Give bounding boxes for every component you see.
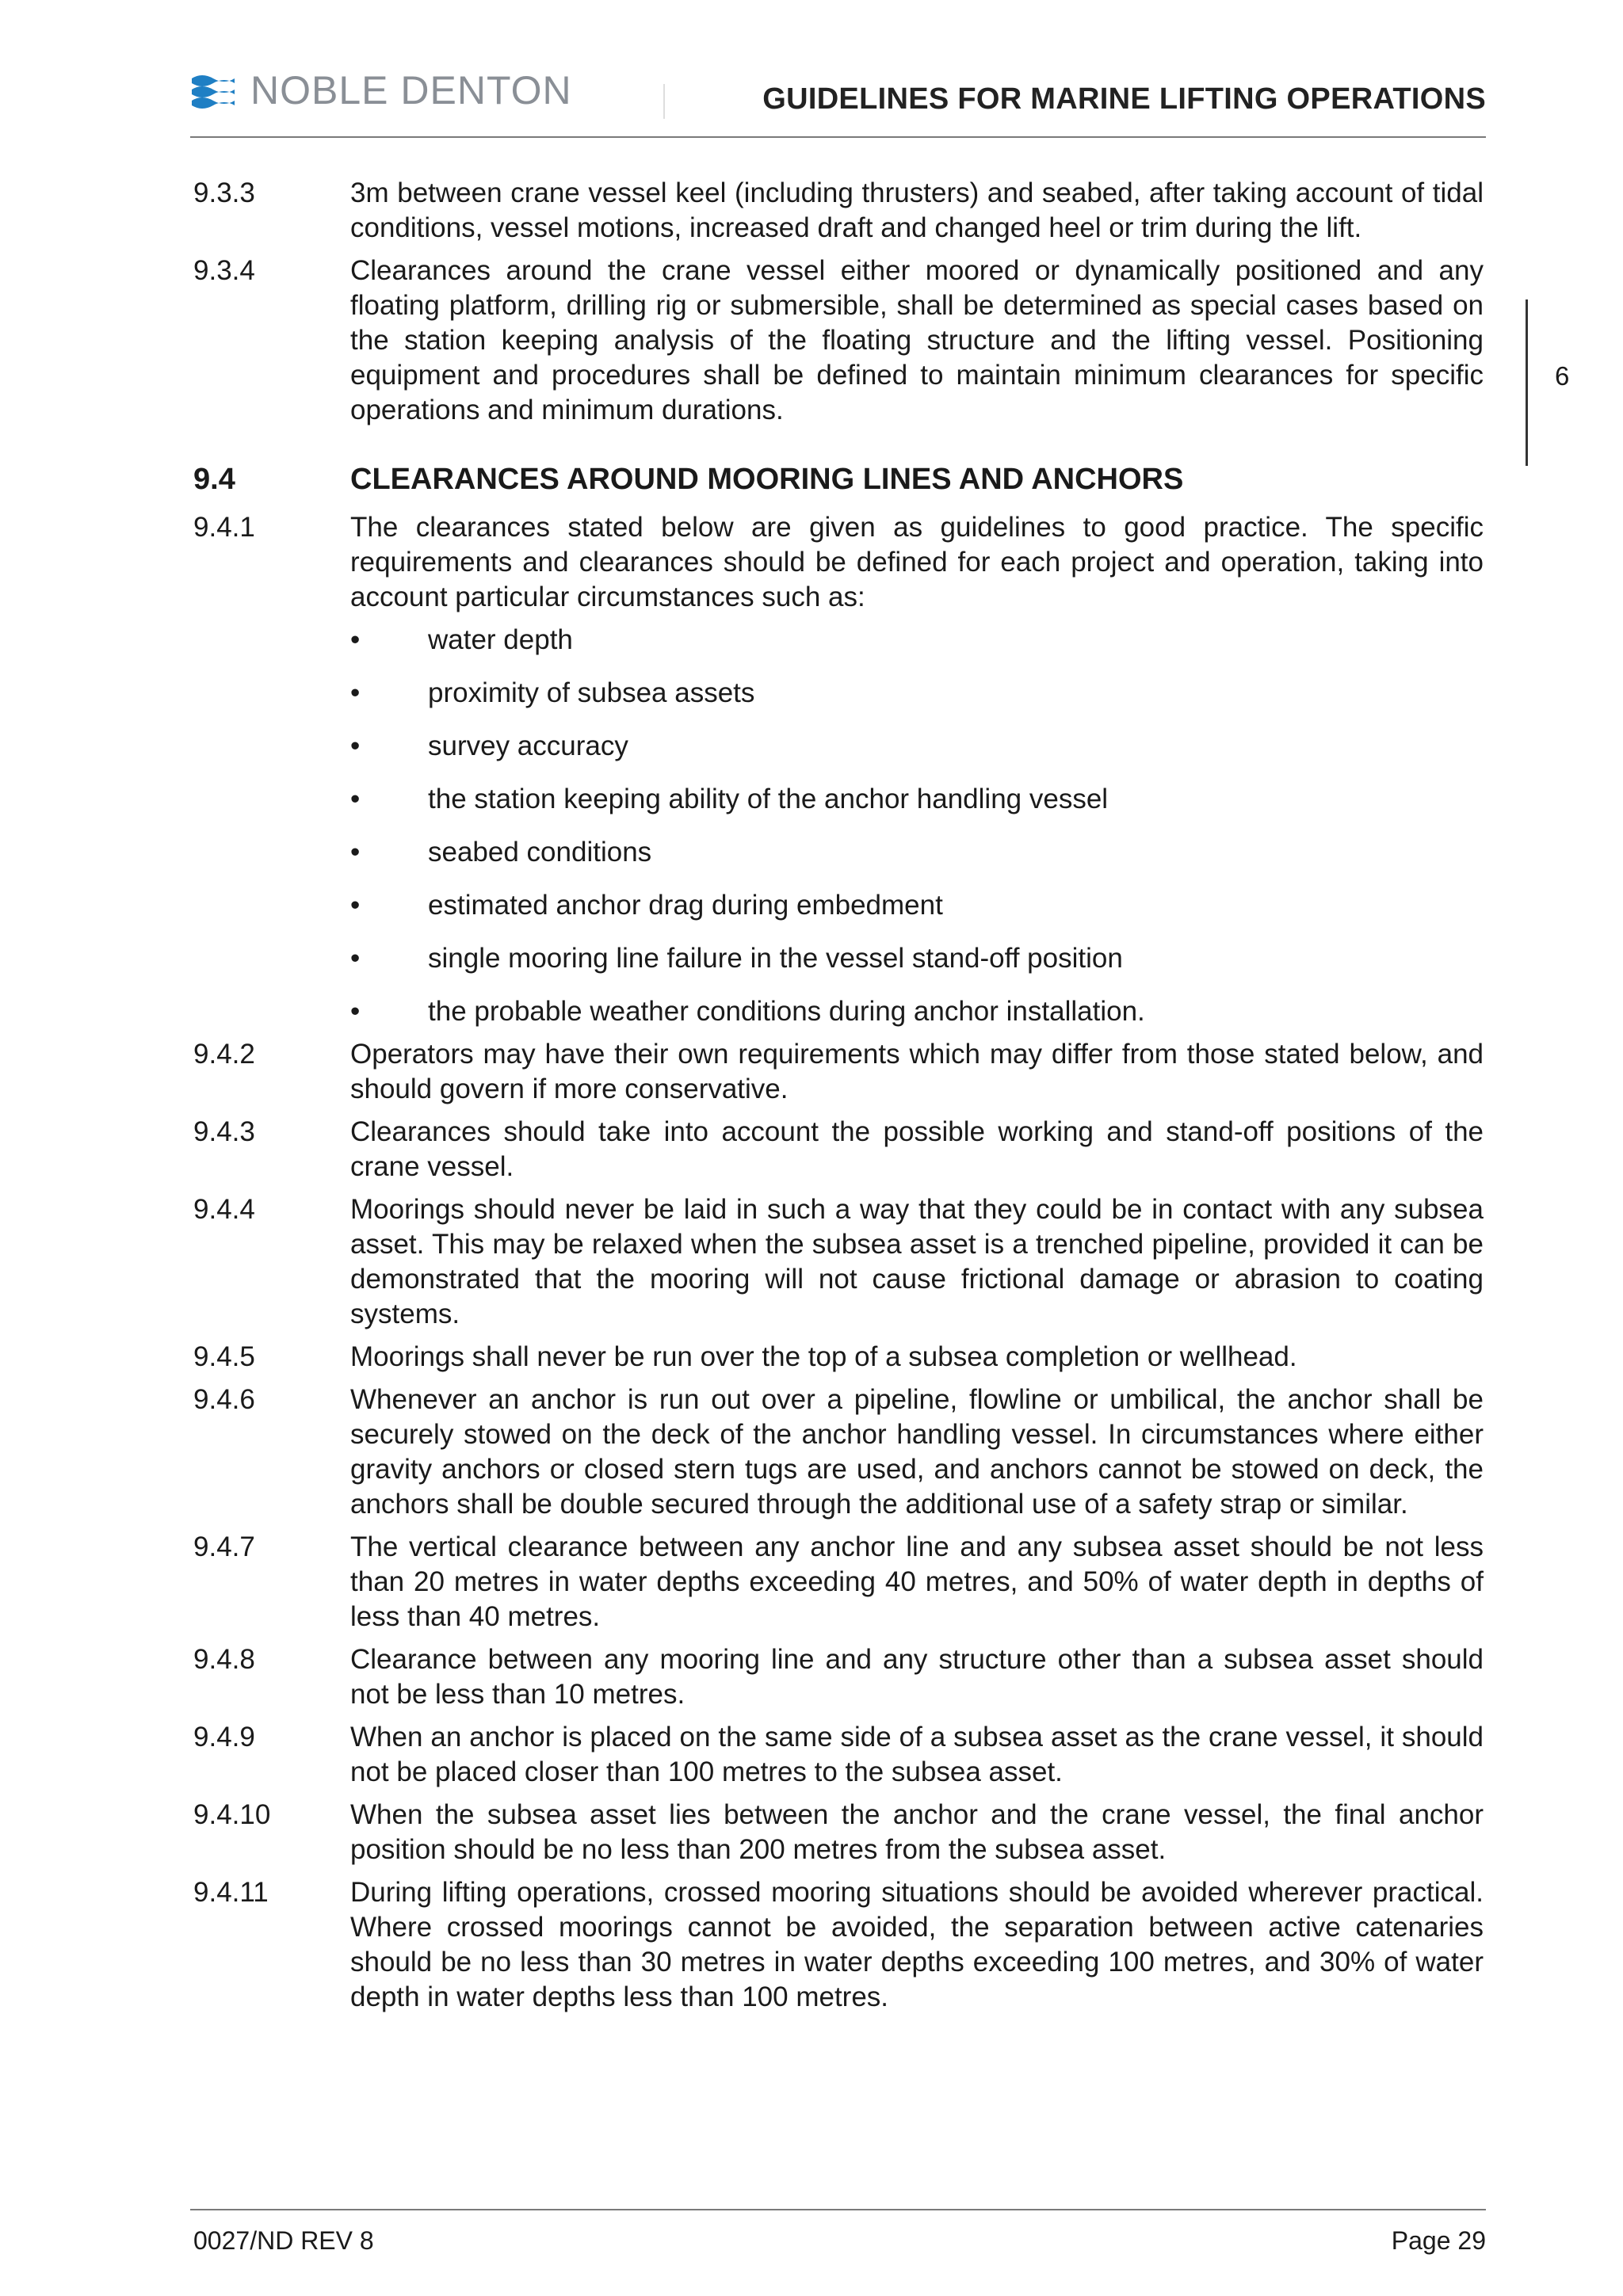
bullet-icon: • bbox=[350, 730, 361, 761]
bullet-icon: • bbox=[350, 996, 361, 1027]
paragraph bbox=[193, 254, 1484, 428]
paragraph-text: Clearances around the crane vessel either moored or dynamically positioned and any floating platform, drilling rig or submersible, shall be determined as special cases based on the station keeping analysis of the floating structure and the lifting vessel. Positioning equipment and procedures shall be defined to maintain minimum clearances for specific operations and minimum durations. bbox=[350, 255, 1484, 425]
bullet-icon: • bbox=[350, 943, 361, 974]
paragraph-text: The vertical clearance between any anchor line and any subsea asset should be not less than 20 metres in water depths exceeding 40 metres, and 50% of water depth in depths of less than 40 metres. bbox=[350, 1531, 1484, 1632]
list-item bbox=[350, 994, 1484, 1029]
page-body bbox=[193, 176, 1484, 2023]
paragraph-number: 9.4.3 bbox=[193, 1116, 255, 1147]
list-item bbox=[350, 888, 1484, 923]
paragraph-text: When the subsea asset lies between the anchor and the crane vessel, the final anchor position should be no less than 200 metres from the subsea asset. bbox=[350, 1799, 1484, 1865]
document-title: GUIDELINES FOR MARINE LIFTING OPERATIONS bbox=[762, 82, 1486, 116]
paragraph-text: Clearances should take into account the possible working and stand-off positions of the crane vessel. bbox=[350, 1116, 1484, 1182]
paragraph-number: 9.4.11 bbox=[193, 1877, 269, 1908]
paragraph-number: 9.4.4 bbox=[193, 1194, 255, 1225]
paragraph-text: During lifting operations, crossed mooring situations should be avoided wherever practical. Where crossed moorings cannot be avoided, the separation between active catenaries should be no less than 30 metres in water depths exceeding 100 metres, and 30% of water depth in water depths less than 100 metres. bbox=[350, 1877, 1484, 2012]
section-heading bbox=[193, 461, 1484, 498]
paragraph-text: 3m between crane vessel keel (including thrusters) and seabed, after taking account of tidal conditions, vessel motions, increased draft and changed heel or trim during the lift. bbox=[350, 177, 1484, 243]
paragraph-number: 9.4.8 bbox=[193, 1644, 255, 1675]
paragraph-text: Clearance between any mooring line and any structure other than a subsea asset should not be less than 10 metres. bbox=[350, 1644, 1484, 1710]
list-item bbox=[350, 941, 1484, 976]
paragraph bbox=[193, 1875, 1484, 2015]
revision-number: 6 bbox=[1555, 361, 1570, 391]
paragraph bbox=[193, 1037, 1484, 1107]
paragraph bbox=[193, 176, 1484, 246]
bullet-icon: • bbox=[350, 890, 361, 921]
bullet-icon: • bbox=[350, 784, 361, 814]
list-item bbox=[350, 782, 1484, 817]
list-item bbox=[350, 835, 1484, 870]
logo-text: NOBLE DENTON bbox=[250, 68, 572, 113]
paragraph bbox=[193, 1720, 1484, 1790]
page-footer bbox=[190, 2209, 1486, 2255]
paragraph-number: 9.3.3 bbox=[193, 177, 255, 208]
paragraph-text: When an anchor is placed on the same side of a subsea asset as the crane vessel, it should not be placed closer than 100 metres to the subsea asset. bbox=[350, 1722, 1484, 1787]
company-logo bbox=[190, 67, 572, 114]
list-item-text: single mooring line failure in the vessel stand-off position bbox=[428, 943, 1123, 974]
bullet-list bbox=[350, 623, 1484, 1029]
paragraph bbox=[193, 1642, 1484, 1712]
paragraph bbox=[193, 1798, 1484, 1867]
page-header bbox=[190, 67, 1486, 138]
paragraph bbox=[193, 1192, 1484, 1332]
list-item-text: the probable weather conditions during anchor installation. bbox=[428, 996, 1145, 1027]
list-item bbox=[350, 623, 1484, 658]
paragraph-number: 9.4.2 bbox=[193, 1039, 255, 1070]
revision-bar bbox=[1526, 299, 1528, 466]
paragraph bbox=[193, 1115, 1484, 1184]
paragraph-number: 9.4.10 bbox=[193, 1799, 271, 1830]
paragraph-text: The clearances stated below are given as guidelines to good practice. The specific requirements and clearances should be defined for each project and operation, taking into account particular circumstances such as: bbox=[350, 512, 1484, 612]
paragraph bbox=[193, 510, 1484, 615]
section-number: 9.4 bbox=[193, 463, 235, 496]
paragraph-text: Whenever an anchor is run out over a pipeline, flowline or umbilical, the anchor shall be securely stowed on the deck of the anchor handling vessel. In circumstances where either gravity anchors or closed stern tugs are used, and anchors cannot be stowed on deck, the anchors shall be double secured through the additional use of a safety strap or similar. bbox=[350, 1384, 1484, 1520]
bullet-icon: • bbox=[350, 837, 361, 868]
paragraph-number: 9.3.4 bbox=[193, 255, 255, 286]
list-item-text: survey accuracy bbox=[428, 730, 628, 761]
paragraph-text: Operators may have their own requirements which may differ from those stated below, and should govern if more conservative. bbox=[350, 1039, 1484, 1104]
list-item bbox=[350, 676, 1484, 711]
list-item-text: seabed conditions bbox=[428, 837, 652, 868]
page-number: Page 29 bbox=[1391, 2226, 1486, 2255]
paragraph-number: 9.4.9 bbox=[193, 1722, 255, 1753]
list-item bbox=[350, 729, 1484, 764]
section-title: CLEARANCES AROUND MOORING LINES AND ANCHORS bbox=[350, 463, 1184, 496]
paragraph-number: 9.4.6 bbox=[193, 1384, 255, 1415]
paragraph bbox=[193, 1530, 1484, 1634]
paragraph-text: Moorings should never be laid in such a way that they could be in contact with any subsea asset. This may be relaxed when the subsea asset is a trenched pipeline, provided it can be demonstrated that the mooring will not cause frictional damage or abrasion to coating systems. bbox=[350, 1194, 1484, 1329]
list-item-text: water depth bbox=[428, 624, 573, 655]
list-item-text: proximity of subsea assets bbox=[428, 677, 755, 708]
paragraph bbox=[193, 1340, 1484, 1375]
paragraph bbox=[193, 1383, 1484, 1522]
paragraph-number: 9.4.5 bbox=[193, 1341, 255, 1372]
paragraph-number: 9.4.7 bbox=[193, 1531, 255, 1562]
document-reference: 0027/ND REV 8 bbox=[193, 2226, 374, 2255]
bullet-icon: • bbox=[350, 677, 361, 708]
list-item-text: the station keeping ability of the anchor handling vessel bbox=[428, 784, 1109, 814]
bullet-icon: • bbox=[350, 624, 361, 655]
list-item-text: estimated anchor drag during embedment bbox=[428, 890, 943, 921]
paragraph-text: Moorings shall never be run over the top of a subsea completion or wellhead. bbox=[350, 1341, 1297, 1372]
header-divider bbox=[663, 84, 665, 119]
wave-logo-icon bbox=[190, 71, 236, 110]
paragraph-number: 9.4.1 bbox=[193, 512, 255, 543]
